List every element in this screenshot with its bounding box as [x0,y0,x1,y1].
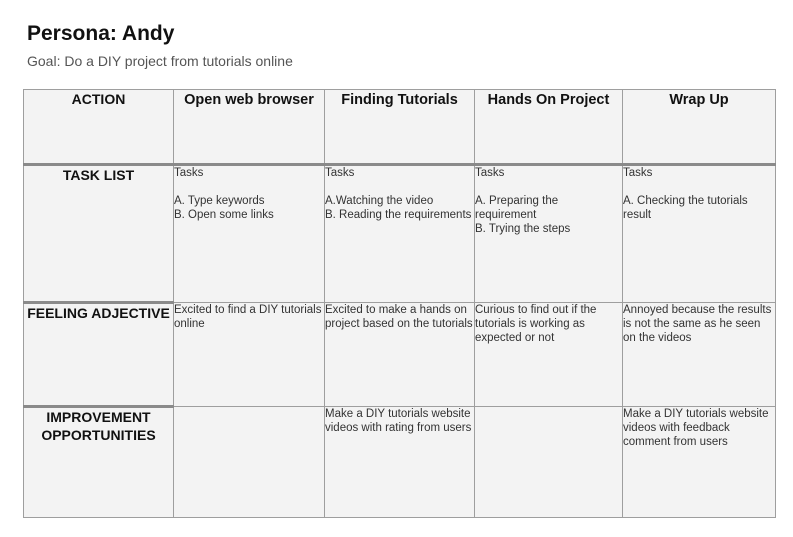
task-list-row [24,165,776,303]
feeling-cell-wrap-up: Annoyed because the results is not the same as he seen on the videos [623,303,776,407]
feeling-cell-open-web-browser: Excited to find a DIY tutorials online [174,303,325,407]
task-item: B. Open some links [174,209,274,221]
persona-goal: Goal: Do a DIY project from tutorials online [27,53,293,69]
feeling-label: FEELING ADJECTIVE [24,303,174,407]
task-item: A. Preparing the requirement [475,195,559,221]
task-cell-finding-tutorials [325,165,475,303]
journey-map-table [23,89,776,518]
stage-header-row [24,90,776,165]
action-label: ACTION [24,90,174,165]
tasks-heading: Tasks [623,167,653,179]
feeling-cell-hands-on-project: Curious to find out if the tutorials is working as expected or not [475,303,623,407]
task-item: A. Checking the tutorials result [623,195,748,221]
stage-finding-tutorials: Finding Tutorials [325,90,475,165]
task-item: B. Trying the steps [475,223,571,235]
task-list-label: TASK LIST [24,165,174,303]
improvement-cell-hands-on-project [475,407,623,518]
feeling-row [24,303,776,407]
improvement-cell-open-web-browser [174,407,325,518]
task-item: A. Type keywords [174,195,265,207]
improvement-cell-wrap-up: Make a DIY tutorials website videos with feedback comment from users [623,407,776,518]
stage-open-web-browser: Open web browser [174,90,325,165]
task-cell-hands-on-project [475,165,623,303]
task-cell-open-web-browser [174,165,325,303]
improvement-cell-finding-tutorials: Make a DIY tutorials website videos with rating from users [325,407,475,518]
tasks-heading: Tasks [174,167,204,179]
task-item: B. Reading the requirements [325,209,472,221]
improvement-label: IMPROVEMENT OPPORTUNITIES [24,407,174,518]
stage-wrap-up: Wrap Up [623,90,776,165]
stage-hands-on-project: Hands On Project [475,90,623,165]
improvement-row [24,407,776,518]
persona-title: Persona: Andy [27,22,175,45]
feeling-cell-finding-tutorials: Excited to make a hands on project based on the tutorials [325,303,475,407]
task-item: A.Watching the video [325,195,434,207]
tasks-heading: Tasks [475,167,505,179]
tasks-heading: Tasks [325,167,355,179]
task-cell-wrap-up [623,165,776,303]
